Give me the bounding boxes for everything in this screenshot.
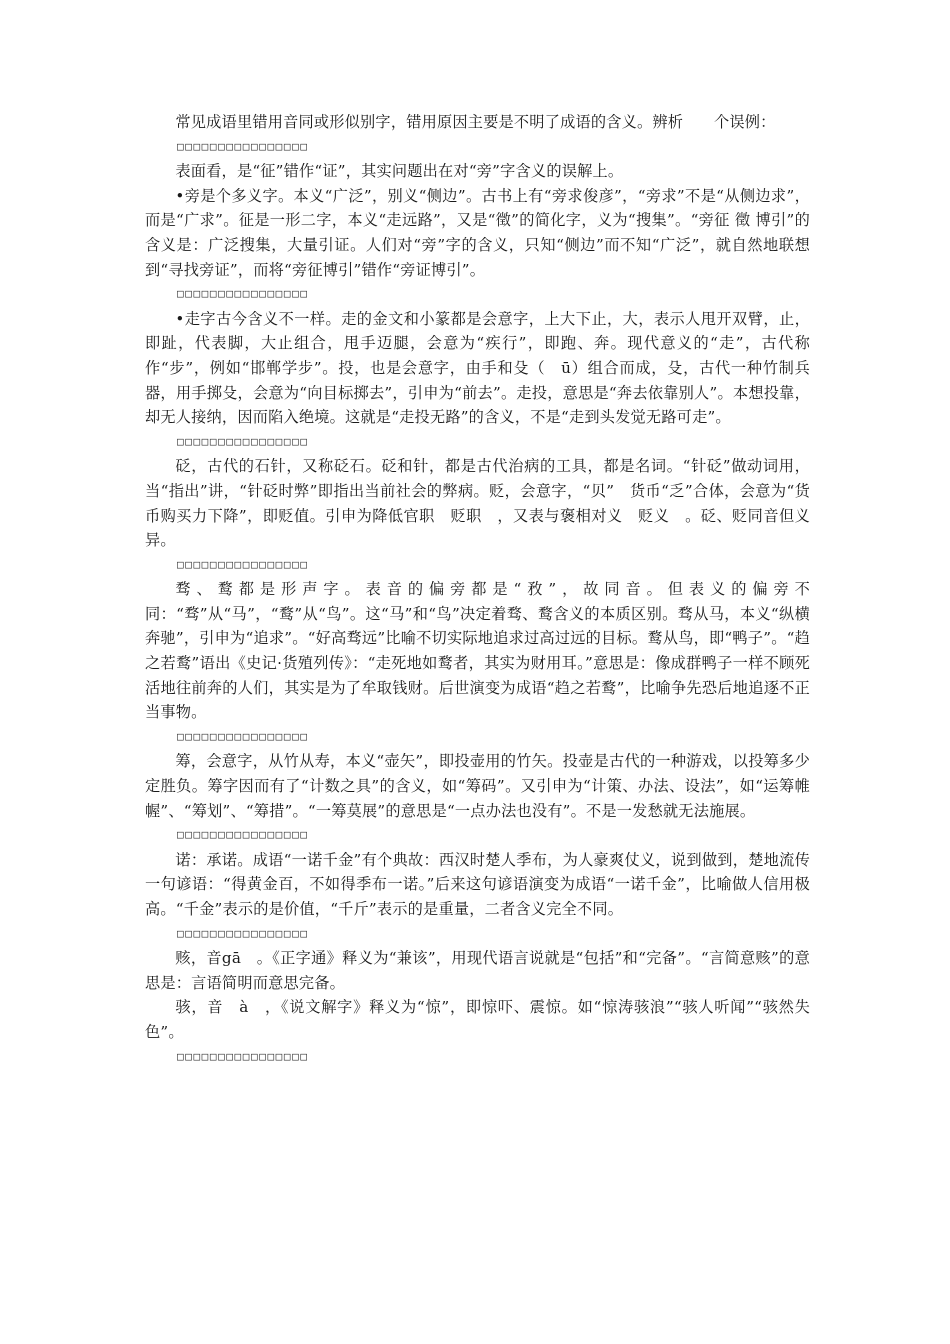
section-marker: □□□□□□□□□□□□□□□□ [177,828,309,842]
paragraph-bian: 砭，古代的石针，又称砭石。砭和针，都是古代治病的工具，都是名词。“针砭”做动词用，当“指出”讲，“针砭时弊”即指出当前社会的弊病。贬，会意字，“贝” 货币“乏”合体，会意为“货币购买力下降”，即贬值。引申为降低官职 贬职 ，又表与褒相对义 贬义 。砭、贬同音但义异。 [145,457,810,550]
document-body [145,110,810,1069]
section-marker: □□□□□□□□□□□□□□□□ [177,1049,309,1063]
paragraph-gai: 赅，音gā 。《正字通》释义为“兼该”，用现代语言说就是“包括”和“完备”。“言简意赅”的意思是：言语简明而意思完备。 [145,949,810,992]
section-marker: □□□□□□□□□□□□□□□□ [177,434,309,448]
paragraph-pang-summary: 表面看，是“征”错作“证”，其实问题出在对“旁”字含义的误解上。 [175,162,624,181]
section-marker: □□□□□□□□□□□□□□□□ [177,139,309,153]
paragraph-pang-detail: •旁是个多义字。本义“广泛”，别义“侧边”。古书上有“旁求俊彦”，“旁求”不是“从侧边求”，而是“广求”。征是一形二字，本义“走远路”，又是“徵”的简化字，义为“搜集”。“旁征 徵 博引”的含义是：广泛搜集，大量引证。人们对“旁”字的含义，只知“侧边”而不知“广泛”，就自然地联想到“寻找旁证”，而将“旁征博引”错作“旁证博引”。 [145,186,810,279]
paragraph-wu: 骛、鹜都是形声字。表音的偏旁都是“敄”，故同音。但表义的偏旁不同：“骛”从“马”，“鹜”从“鸟”。这“马”和“鸟”决定着骛、鹜含义的本质区别。骛从马，本义“纵横奔驰”，引申为“追求”。“好高骛远”比喻不切实际地追求过高过远的目标。鹜从鸟，即“鸭子”。“趋之若鹜”语出《史记·货殖列传》：“走死地如鹜者，其实为财用耳。”意思是：像成群鸭子一样不顾死活地往前奔的人们，其实是为了牟取钱财。后世演变为成语“趋之若鹜”，比喻争先恐后地追逐不正当事物。 [145,580,810,722]
paragraph-chou: 筹，会意字，从竹从寿，本义“壶矢”，即投壶用的竹矢。投壶是古代的一种游戏，以投筹多少定胜负。筹字因而有了“计数之具”的含义，如“筹码”。又引申为“计策、办法、设法”，如“运筹帷幄”、“筹划”、“筹措”。“一筹莫展”的意思是“一点办法也没有”。不是一发愁就无法施展。 [145,752,810,820]
paragraph-nuo: 诺：承诺。成语“一诺千金”有个典故：西汉时楚人季布，为人豪爽仗义，说到做到，楚地流传一句谚语：“得黄金百，不如得季布一诺。”后来这句谚语演变为成语“一诺千金”，比喻做人信用极高。“千金”表示的是价值，“千斤”表示的是重量，二者含义完全不同。 [145,850,810,918]
section-marker: □□□□□□□□□□□□□□□□ [177,926,309,940]
section-marker: □□□□□□□□□□□□□□□□ [177,557,309,571]
section-marker: □□□□□□□□□□□□□□□□ [177,287,309,301]
paragraph-hai: 骇，音 à ，《说文解字》释义为“惊”，即惊吓、震惊。如“惊涛骇浪”“骇人听闻”“骇然失色”。 [145,998,810,1041]
section-marker: □□□□□□□□□□□□□□□□ [177,729,309,743]
intro-paragraph: 常见成语里错用音同或形似别字，错用原因主要是不明了成语的含义。辨析 个误例： [175,113,776,131]
paragraph-zou: •走字古今含义不一样。走的金文和小篆都是会意字，上大下止，大，表示人甩开双臂，止，即趾，代表脚，大止组合，甩手迈腿，会意为“疾行”，即跑、奔。现代意义的“走”，古代称作“步”，例如“邯郸学步”。投，也是会意字，由手和殳（ ū）组合而成，殳，古代一种竹制兵器，用手掷殳，会意为“向目标掷去”，引申为“前去”。走投，意思是“奔去依靠别人”。本想投靠，却无人接纳，因而陷入绝境。这就是“走投无路”的含义，不是“走到头发觉无路可走”。 [145,309,810,427]
